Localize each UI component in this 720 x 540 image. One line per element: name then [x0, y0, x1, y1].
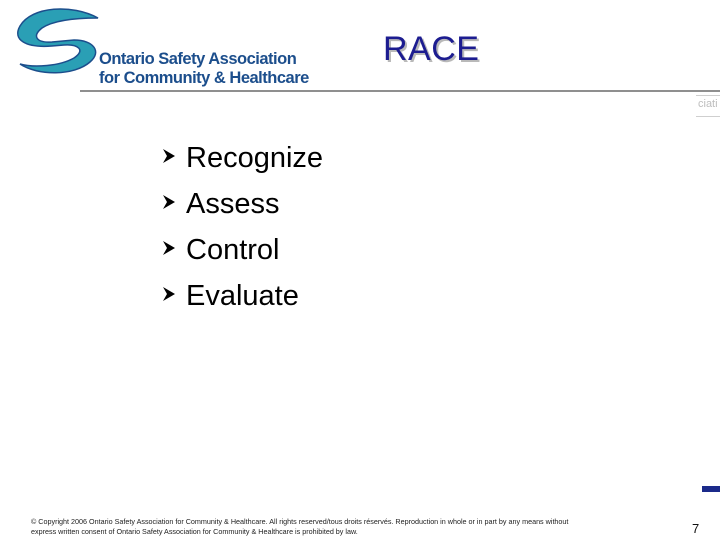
bullet-item-recognize [162, 135, 323, 181]
header-divider [80, 90, 720, 92]
bullet-item-evaluate [162, 273, 323, 319]
arrow-right-icon [162, 148, 186, 169]
osach-logo [8, 6, 308, 90]
copyright-line-2: express written consent of Ontario Safety Association for Community & Healthcare is prohibited by law. [31, 526, 358, 536]
swoosh-logo-icon [12, 6, 104, 86]
top-right-fragment [696, 95, 720, 117]
arrow-right-icon [162, 286, 186, 307]
bullet-item-control [162, 227, 323, 273]
accent-bar [702, 486, 720, 492]
logo-line-2: for Community & Healthcare [99, 69, 309, 87]
logo-line-1: Ontario Safety Association [99, 50, 297, 68]
arrow-right-icon [162, 194, 186, 215]
slide-title: RACE [383, 30, 480, 68]
copyright-footer [31, 517, 671, 536]
logo-text [99, 50, 309, 88]
bullet-list [162, 135, 323, 319]
bullet-label: Assess [186, 187, 280, 220]
top-right-fragment-text: ciati [698, 98, 718, 110]
bullet-label: Control [186, 233, 280, 266]
bullet-item-assess [162, 181, 323, 227]
arrow-right-icon [162, 240, 186, 261]
copyright-line-1: © Copyright 2006 Ontario Safety Association for Community & Healthcare. All rights reserved/tous droits réservés. Reproduction in whole or in part by any means without [31, 517, 569, 526]
bullet-label: Recognize [186, 141, 324, 174]
bullet-label: Evaluate [186, 279, 299, 312]
page-number: 7 [692, 521, 700, 536]
